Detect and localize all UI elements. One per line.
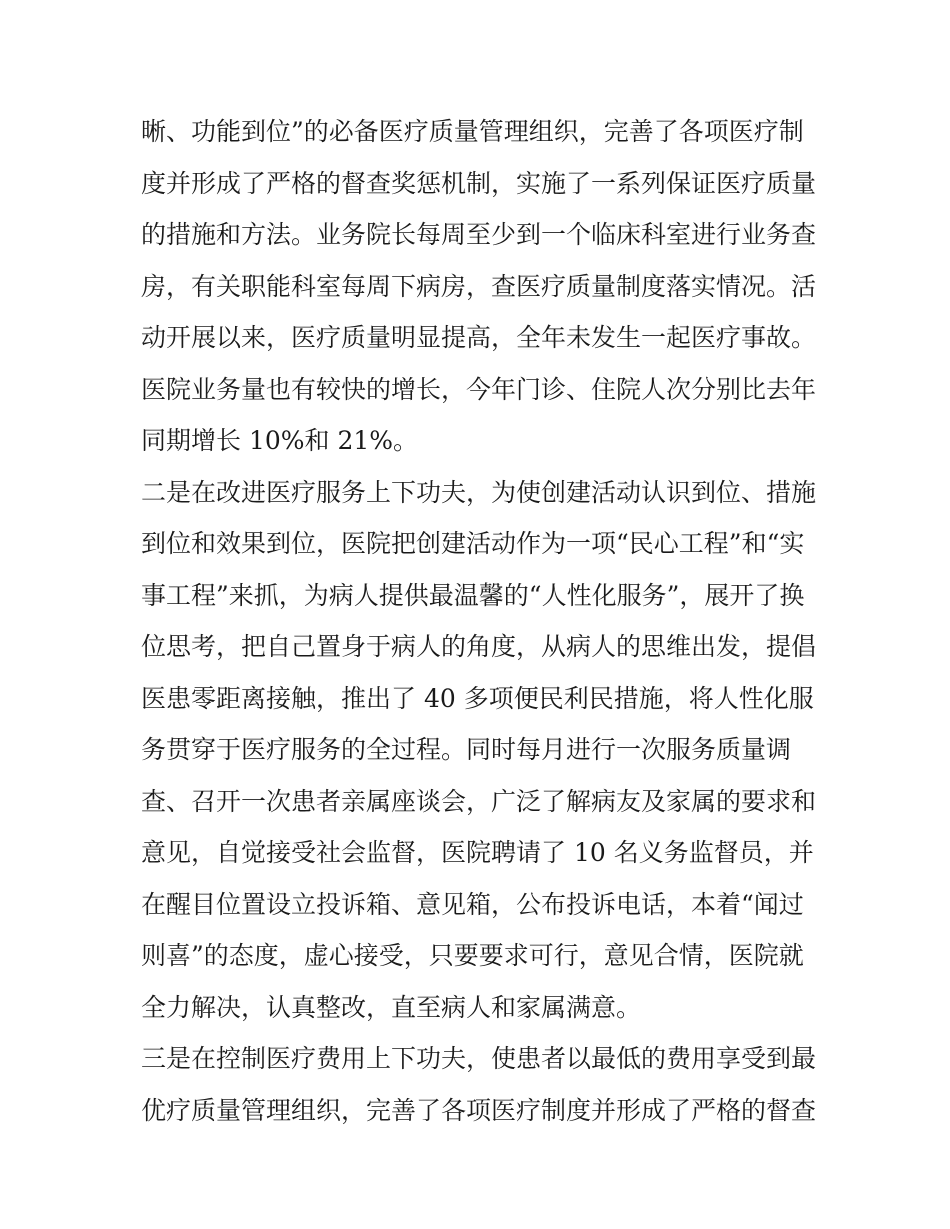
body-text (141, 106, 821, 1136)
text-line: 晰、功能到位”的必备医疗质量管理组织，完善了各项医疗制 (141, 117, 804, 146)
text-line: 三是在控制医疗费用上下功夫，使患者以最低的费用享受到最 (141, 1044, 817, 1073)
text-line: 意见，自觉接受社会监督，医院聘请了 10 名义务监督员，并 (141, 838, 814, 867)
text-line: 事工程”来抓，为病人提供最温馨的“人性化服务”，展开了换 (141, 580, 805, 610)
text-line: 同期增长 10%和 21%。 (141, 426, 419, 455)
text-line: 到位和效果到位，医院把创建活动作为一项“民心工程”和“实 (141, 529, 805, 558)
text-line: 的措施和方法。业务院长每周至少到一个临床科室进行业务查 (141, 220, 817, 249)
text-line: 全力解决，认真整改，直至病人和家属满意。 (141, 992, 642, 1022)
text-line: 度并形成了严格的督查奖惩机制，实施了一系列保证医疗质量 (141, 168, 817, 198)
text-line: 务贯穿于医疗服务的全过程。同时每月进行一次服务质量调 (141, 735, 792, 764)
text-line: 房，有关职能科室每周下病房，查医疗质量制度落实情况。活 (141, 271, 817, 301)
text-line: 动开展以来，医疗质量明显提高，全年未发生一起医疗事故。 (141, 323, 817, 352)
text-line: 位思考，把自己置身于病人的角度，从病人的思维出发，提倡 (141, 632, 817, 661)
text-line: 则喜”的态度，虚心接受，只要要求可行，意见合情，医院就 (141, 941, 804, 970)
text-line: 二是在改进医疗服务上下功夫，为使创建活动认识到位、措施 (141, 477, 817, 507)
text-line: 医患零距离接触，推出了 40 多项便民利民措施，将人性化服 (141, 683, 814, 713)
text-line: 医院业务量也有较快的增长，今年门诊、住院人次分别比去年 (141, 374, 817, 404)
text-line: 查、召开一次患者亲属座谈会，广泛了解病友及家属的要求和 (141, 786, 817, 816)
text-line: 在醒目位置设立投诉箱、意见箱，公布投诉电话，本着“闻过 (141, 889, 804, 919)
text-line: 优疗质量管理组织，完善了各项医疗制度并形成了严格的督查 (141, 1095, 817, 1125)
